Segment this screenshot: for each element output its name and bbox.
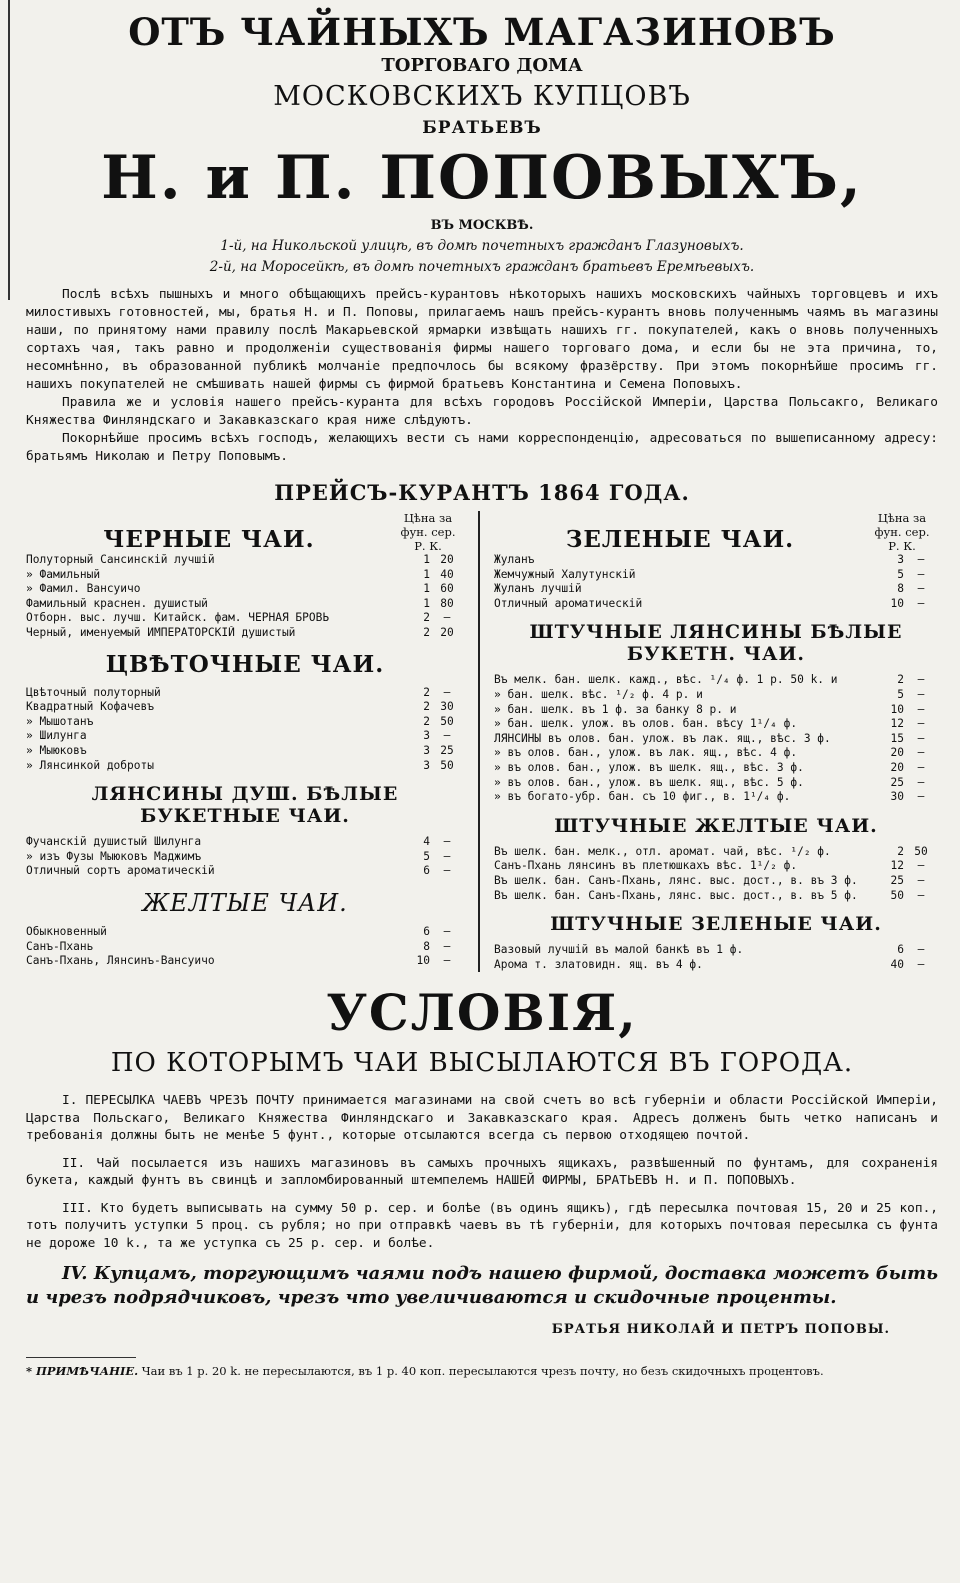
price-rubles: 10 bbox=[890, 596, 904, 610]
price-column-header: Цѣна за фун. сер. Р. К. bbox=[400, 511, 456, 553]
price-kopecks: — bbox=[917, 873, 925, 887]
price-rubles: 6 bbox=[897, 943, 904, 957]
price-row bbox=[494, 889, 938, 904]
price-rubles: 3 bbox=[897, 553, 904, 566]
condition-2: II. Чай посылается изъ нашихъ магазиновъ въ самыхъ прочныхъ ящикахъ, развѣшенный по фунтамъ, для сохраненія букета, каждый фунтъ въ свинцѣ и запломбированный штемпелемъ НАШЕЙ ФИРМЫ, БРАТЬЕВЪ Н. и П. ПОПОВЫХЪ. bbox=[26, 1155, 938, 1189]
section-title: ЖЕЛТЫЕ ЧАИ. bbox=[142, 888, 348, 917]
section-header bbox=[494, 511, 938, 553]
intro-text bbox=[26, 286, 938, 466]
price-rubles: 6 bbox=[423, 864, 430, 878]
tea-name: Въ шелк. бан. Санъ-Пхань, лянс. выс. дост., в. въ 3 ф. bbox=[494, 873, 858, 887]
price-row bbox=[26, 850, 464, 865]
price-list-title: ПРЕЙСЪ-КУРАНТЪ 1864 ГОДА. bbox=[274, 480, 690, 505]
price-rows bbox=[26, 686, 464, 774]
price-kopecks: — bbox=[917, 746, 925, 760]
price-rubles: 3 bbox=[423, 729, 430, 743]
price-kopecks: — bbox=[917, 596, 925, 610]
price-rubles: 4 bbox=[423, 835, 430, 849]
tea-name: » въ олов. бан., улож. въ лак. ящ., вѣс. 4 ф. bbox=[494, 746, 798, 760]
price-rubles: 8 bbox=[897, 582, 904, 596]
price-row bbox=[26, 597, 464, 612]
section-title: ШТУЧНЫЕ ЖЕЛТЫЕ ЧАИ. bbox=[554, 814, 878, 837]
tea-name: Жуланъ bbox=[494, 553, 535, 566]
tea-name: Санъ-Пхань bbox=[26, 939, 94, 953]
price-kopecks: 50 bbox=[914, 844, 928, 858]
price-column-header: Цѣна за фун. сер. Р. К. bbox=[874, 511, 930, 553]
price-rubles: 8 bbox=[423, 939, 430, 953]
price-row bbox=[494, 790, 938, 805]
price-rubles: 20 bbox=[890, 760, 904, 774]
tea-name: Санъ-Пхань, Лянсинъ-Вансуичо bbox=[26, 954, 215, 968]
price-kopecks: 80 bbox=[440, 596, 454, 610]
condition-3: III. Кто будетъ выписывать на сумму 50 р. сер. и болѣе (въ одинъ ящикъ), гдѣ пересылка почтовая 15, 20 и 25 коп., тотъ получитъ уступки 5 проц. съ рубля; но при отправкѣ чаевъ въ тѣ губерніи, для которыхъ почтовая пересылка съ фунта не дороже 10 k., та же уступка съ 25 р. сер. и болѣе. bbox=[26, 1200, 938, 1251]
price-rows bbox=[26, 835, 464, 879]
tea-name: » Фамильный bbox=[26, 567, 101, 581]
intro-paragraph: Правила же и условія нашего прейсъ-куранта для всѣхъ городовъ Россійской Имперіи, Царства Польсакго, Великаго Княжества Финляндскаго и Закавказскаго края ниже слѣдуютъ. bbox=[26, 395, 938, 428]
price-rubles: 30 bbox=[890, 790, 904, 804]
price-kopecks: — bbox=[917, 859, 925, 873]
section-title: ЦВѢТОЧНЫЕ ЧАИ. bbox=[105, 650, 385, 678]
price-rubles: 2 bbox=[897, 844, 904, 858]
price-row bbox=[494, 553, 938, 568]
tea-name: » Мыюковъ bbox=[26, 743, 87, 757]
tea-name: ЛЯНСИНЫ въ олов. бан. улож. въ лак. ящ., вѣс. 3 ф. bbox=[494, 731, 831, 745]
tea-name: Арома т. златовидн. ящ. въ 4 ф. bbox=[494, 957, 703, 971]
price-row bbox=[26, 582, 464, 597]
header-line-3: МОСКОВСКИХЪ КУПЦОВЪ bbox=[273, 81, 691, 112]
price-rubles: 1 bbox=[423, 567, 430, 581]
tea-name: Въ шелк. бан. Санъ-Пхань, лянс. выс. дост., в. въ 5 ф. bbox=[494, 888, 858, 902]
header-city: ВЪ МОСКВѢ. bbox=[430, 218, 534, 233]
conditions-title: УСЛОВІЯ, bbox=[326, 983, 638, 1043]
section-title: ШТУЧНЫЕ ЗЕЛЕНЫЕ ЧАИ. bbox=[550, 913, 882, 936]
price-row bbox=[26, 686, 464, 701]
price-row bbox=[26, 759, 464, 774]
price-row bbox=[26, 864, 464, 879]
price-kopecks: 50 bbox=[440, 758, 454, 772]
price-rows bbox=[494, 943, 938, 972]
price-kopecks: — bbox=[917, 775, 925, 789]
tea-name: Фамильный краснен. душистый bbox=[26, 596, 208, 610]
price-kopecks: — bbox=[917, 673, 925, 687]
tea-name: Отличный ароматическій bbox=[494, 596, 643, 610]
price-rubles: 50 bbox=[890, 888, 904, 902]
price-rows bbox=[494, 553, 938, 611]
header-line-4: БРАТЬЕВЪ bbox=[422, 118, 542, 138]
price-kopecks: — bbox=[443, 729, 451, 743]
intro-paragraph: Покорнѣйше просимъ всѣхъ господъ, желающихъ вести съ нами корреспонденцію, адресоваться по вышеписанному адресу: братьямъ Николаю и Петру Поповымъ. bbox=[26, 431, 938, 464]
tea-name: » Фамил. Вансуичо bbox=[26, 582, 141, 596]
price-rubles: 12 bbox=[890, 859, 904, 873]
price-rubles: 2 bbox=[897, 673, 904, 687]
price-kopecks: — bbox=[917, 943, 925, 957]
price-row bbox=[494, 688, 938, 703]
tea-name: » въ олов. бан., улож. въ шелк. ящ., вѣс. 3 ф. bbox=[494, 760, 804, 774]
price-row bbox=[494, 874, 938, 889]
price-rubles: 1 bbox=[423, 596, 430, 610]
price-row bbox=[494, 746, 938, 761]
price-kopecks: — bbox=[917, 888, 925, 902]
price-row bbox=[494, 582, 938, 597]
price-rows bbox=[26, 553, 464, 641]
tea-name: Жуланъ лучшій bbox=[494, 582, 582, 596]
price-row bbox=[494, 859, 938, 874]
price-column-left bbox=[26, 511, 478, 972]
price-kopecks: 20 bbox=[440, 625, 454, 639]
condition-4: IV. Купцамъ, торгующимъ чаями подъ нашею фирмой, доставка можетъ быть и чрезъ подрядчиковъ, чрезъ что увеличиваются и скидочные проценты. bbox=[26, 1263, 938, 1309]
price-kopecks: — bbox=[443, 939, 451, 953]
price-kopecks: — bbox=[917, 687, 925, 701]
price-row bbox=[494, 776, 938, 791]
price-rubles: 3 bbox=[423, 758, 430, 772]
price-list bbox=[26, 511, 938, 972]
price-rubles: 5 bbox=[897, 687, 904, 701]
price-rubles: 3 bbox=[423, 743, 430, 757]
price-row bbox=[494, 761, 938, 776]
price-kopecks: — bbox=[443, 849, 451, 863]
price-kopecks: 40 bbox=[440, 567, 454, 581]
price-row bbox=[494, 703, 938, 718]
header-firm-name: Н. и П. ПОПОВЫХЪ, bbox=[101, 143, 863, 213]
price-kopecks: — bbox=[443, 835, 451, 849]
signature: БРАТЬЯ НИКОЛАЙ И ПЕТРЪ ПОПОВЫ. bbox=[551, 1322, 890, 1338]
price-kopecks: 30 bbox=[440, 700, 454, 714]
footnote-label: * ПРИМѢЧАНІЕ. bbox=[26, 1364, 139, 1379]
price-rubles: 20 bbox=[890, 746, 904, 760]
price-kopecks: — bbox=[443, 611, 451, 625]
price-rubles: 25 bbox=[890, 873, 904, 887]
price-kopecks: — bbox=[917, 553, 925, 566]
price-kopecks: 50 bbox=[440, 714, 454, 728]
price-row bbox=[494, 845, 938, 860]
tea-name: » Шилунга bbox=[26, 729, 87, 743]
section-title: ЛЯНСИНЫ ДУШ. БѢЛЫЕ БУКЕТНЫЕ ЧАИ. bbox=[91, 783, 399, 828]
tea-name: Санъ-Пхань лянсинъ въ плетюшкахъ вѣс. 1¹/₂ ф. bbox=[494, 859, 798, 873]
header-title: ОТЪ ЧАЙНЫХЪ МАГАЗИНОВЪ bbox=[128, 10, 836, 54]
price-rows bbox=[494, 673, 938, 804]
price-row bbox=[494, 958, 938, 973]
price-row bbox=[494, 717, 938, 732]
address-2: 2-й, на Моросейкѣ, въ домѣ почетныхъ гражданъ братьевъ Еремѣевыхъ. bbox=[209, 259, 755, 275]
header-line-2: ТОРГОВАГО ДОМА bbox=[381, 55, 583, 76]
price-kopecks: — bbox=[917, 582, 925, 596]
footnote-text: Чаи въ 1 р. 20 k. не пересылаются, въ 1 р. 40 коп. пересылаются чрезъ почту, но безъ скидочныхъ процентовъ. bbox=[141, 1364, 824, 1379]
price-row bbox=[26, 715, 464, 730]
tea-name: » бан. шелк. улож. въ олов. бан. вѣсу 1¹/₄ ф. bbox=[494, 717, 798, 731]
price-kopecks: — bbox=[917, 567, 925, 581]
price-rubles: 15 bbox=[890, 731, 904, 745]
tea-name: Черный, именуемый ИМПЕРАТОРСКІЙ душистый bbox=[26, 625, 296, 639]
condition-1: I. ПЕРЕСЫЛКА ЧАЕВЪ ЧРЕЗЪ ПОЧТУ принимается магазинами на свой счетъ во всѣ губерніи и области Россійской Имперіи, Царства Польскаго, Великаго Княжества Финляндскаго и Закавказскаго края. Адресъ долженъ быть четко написанъ и требованія должны быть не менѣе 5 фунт., которые отсылаются всегда съ первою отходящею почтой. bbox=[26, 1093, 938, 1144]
price-row bbox=[26, 925, 464, 940]
price-kopecks: — bbox=[443, 954, 451, 968]
price-kopecks: — bbox=[917, 760, 925, 774]
tea-name: » Мышотанъ bbox=[26, 714, 94, 728]
tea-name: Отличный сортъ ароматическій bbox=[26, 864, 215, 878]
price-rubles: 25 bbox=[890, 775, 904, 789]
price-row bbox=[26, 835, 464, 850]
price-row bbox=[494, 597, 938, 612]
tea-name: Вазовый лучшій въ малой банкѣ въ 1 ф. bbox=[494, 943, 744, 957]
conditions bbox=[26, 1092, 938, 1310]
price-rubles: 40 bbox=[890, 957, 904, 971]
tea-name: Квадратный Кофачевъ bbox=[26, 700, 154, 714]
tea-name: Отборн. выс. лучш. Китайск. фам. ЧЕРНАЯ БРОВЬ bbox=[26, 611, 330, 625]
price-kopecks: — bbox=[443, 864, 451, 878]
price-rubles: 5 bbox=[897, 567, 904, 581]
price-row bbox=[26, 954, 464, 969]
price-rubles: 10 bbox=[416, 954, 430, 968]
price-rubles: 5 bbox=[423, 849, 430, 863]
price-rubles: 2 bbox=[423, 611, 430, 625]
price-row bbox=[494, 568, 938, 583]
price-rubles: 10 bbox=[890, 702, 904, 716]
tea-name: » Лянсинкой доброты bbox=[26, 758, 154, 772]
price-row bbox=[26, 611, 464, 626]
price-row bbox=[26, 940, 464, 955]
tea-name: Цвѣточный полуторный bbox=[26, 685, 161, 699]
section-title: ЧЕРНЫЕ ЧАИ. bbox=[103, 526, 315, 553]
price-kopecks: 25 bbox=[440, 743, 454, 757]
tea-name: » изъ Фузы Мыюковъ Маджимъ bbox=[26, 849, 202, 863]
price-kopecks: — bbox=[917, 731, 925, 745]
price-kopecks: — bbox=[443, 924, 451, 938]
price-kopecks: — bbox=[917, 957, 925, 971]
intro-paragraph: Послѣ всѣхъ пышныхъ и много обѣщающихъ прейсъ-курантовъ нѣкоторыхъ нашихъ московскихъ чайныхъ торговцевъ и ихъ милостивыхъ готовностей, мы, братья Н. и П. Поповы, прилагаемъ нашъ прейсъ-курантъ вновь полученнымъ чаямъ въ магазины наши, по принятому нами правилу послѣ Макарьевской ярмарки извѣщать нашихъ гг. покупателей, какъ о вновь полученныхъ сортахъ чая, такъ равно и продолженіи существованія фирмы нашего торговаго дома, и если бы не эта причина, то, несомнѣнно, въ образованной публикѣ молчаніе предпочлось бы всякому фразёрству. При этомъ покорнѣйше просимъ гг. нашихъ покупателей не смѣшивать нашей фирмы съ фирмой братьевъ Константина и Семена Поповыхъ. bbox=[26, 287, 938, 392]
price-kopecks: — bbox=[917, 702, 925, 716]
price-kopecks: 20 bbox=[440, 553, 454, 566]
price-kopecks: — bbox=[917, 790, 925, 804]
price-row bbox=[494, 673, 938, 688]
tea-name: Фучанскій душистый Шилунга bbox=[26, 835, 202, 849]
tea-name: » бан. шелк. въ 1 ф. за банку 8 р. и bbox=[494, 702, 737, 716]
left-margin-rule bbox=[8, 0, 10, 300]
price-row bbox=[26, 729, 464, 744]
price-row bbox=[26, 553, 464, 568]
tea-name: » въ богато-убр. бан. съ 10 фиг., в. 1¹/₄ ф. bbox=[494, 790, 791, 804]
price-kopecks: — bbox=[917, 717, 925, 731]
price-rubles: 1 bbox=[423, 553, 430, 566]
price-rubles: 1 bbox=[423, 582, 430, 596]
tea-name: Полуторный Сансинскій лучшій bbox=[26, 553, 215, 566]
price-row bbox=[494, 943, 938, 958]
section-title: ШТУЧНЫЕ ЛЯНСИНЫ БѢЛЫЕ БУКЕТН. ЧАИ. bbox=[529, 621, 903, 666]
price-row bbox=[26, 568, 464, 583]
price-kopecks: 60 bbox=[440, 582, 454, 596]
price-rubles: 2 bbox=[423, 685, 430, 699]
price-rubles: 2 bbox=[423, 700, 430, 714]
price-row bbox=[26, 700, 464, 715]
price-row bbox=[26, 744, 464, 759]
address-1: 1-й, на Никольской улицѣ, въ домѣ почетныхъ гражданъ Глазуновыхъ. bbox=[220, 238, 744, 254]
tea-name: Жемчужный Халутунскій bbox=[494, 567, 636, 581]
footnote bbox=[26, 1357, 824, 1379]
conditions-header bbox=[26, 982, 938, 1082]
conditions-subtitle: ПО КОТОРЫМЪ ЧАИ ВЫСЫЛАЮТСЯ ВЪ ГОРОДА. bbox=[110, 1048, 854, 1079]
header bbox=[26, 10, 938, 278]
price-rows bbox=[494, 845, 938, 903]
price-rubles: 2 bbox=[423, 625, 430, 639]
price-rubles: 2 bbox=[423, 714, 430, 728]
tea-name: » бан. шелк. вѣс. ¹/₂ ф. 4 р. и bbox=[494, 687, 703, 701]
tea-name: Въ шелк. бан. мелк., отл. аромат. чай, вѣс. ¹/₂ ф. bbox=[494, 844, 831, 858]
section-header bbox=[26, 511, 464, 553]
price-rubles: 12 bbox=[890, 717, 904, 731]
price-kopecks: — bbox=[443, 685, 451, 699]
price-row bbox=[494, 732, 938, 747]
price-row bbox=[26, 626, 464, 641]
tea-name: Обыкновенный bbox=[26, 924, 107, 938]
tea-name: Въ мелк. бан. шелк. кажд., вѣс. ¹/₄ ф. 1 р. 50 k. и bbox=[494, 673, 838, 687]
price-rubles: 6 bbox=[423, 924, 430, 938]
section-title: ЗЕЛЕНЫЕ ЧАИ. bbox=[565, 526, 795, 553]
price-rows bbox=[26, 925, 464, 969]
tea-name: » въ олов. бан., улож. въ шелк. ящ., вѣс. 5 ф. bbox=[494, 775, 804, 789]
price-column-right bbox=[478, 511, 938, 972]
